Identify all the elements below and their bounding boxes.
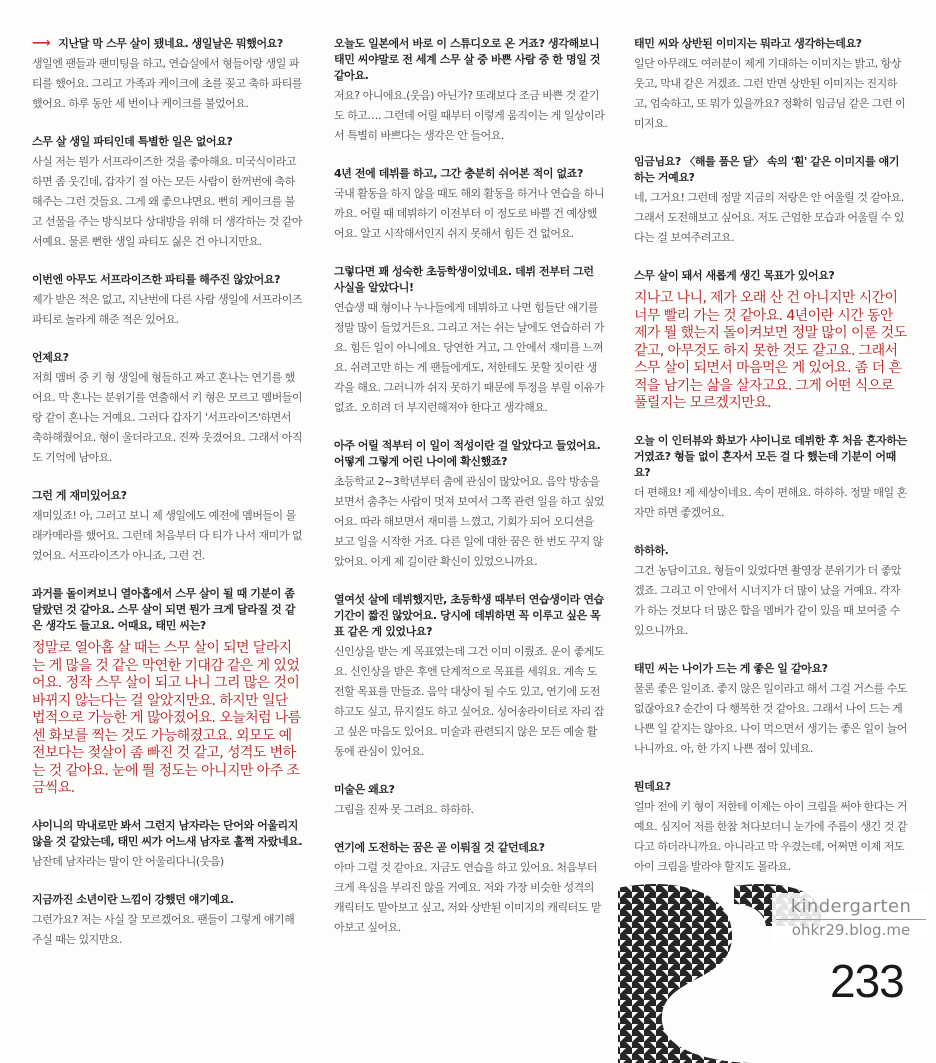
qa-block (32, 134, 304, 252)
qa-block (32, 488, 304, 566)
question (634, 661, 909, 677)
answer: 아마 그럴 것 같아요. 지금도 연습을 하고 있어요. 처음부터 크게 욕심을 부리진 않을 거예요. 저와 가장 비슷한 성격의 캐릭터도 맡아보고 싶고, 저와 상반된 이미지의 캐릭터도 맡아보고 싶어요. (334, 861, 601, 934)
question (32, 488, 304, 504)
qa-block (32, 272, 304, 330)
question-text: 스무 살 생일 파티인데 특별한 일은 없어요? (32, 135, 233, 148)
question (634, 154, 909, 186)
question (32, 892, 304, 908)
highlighted-answer: 지나고 나니, 제가 오래 산 건 아니지만 시간이 너무 빨리 가는 것 같아요. 4년이란 시간 동안 제가 뭘 했는지 돌이켜보면 정말 많이 이룬 것도 같고, 아무것도 하지 못한 것도 같고요. 그래서 스무 살이 되면서 마음먹은 게 있어요. 좀 더 흔적을 남기는 삶을 살자고요. 그게 어떤 식으로 풀릴지는 모르겠지만요. (634, 290, 907, 411)
answer: 그건 농담이고요. 형들이 있었다면 촬영장 분위기가 더 좋았겠죠. 그리고 이 안에서 시너지가 더 많이 났을 거예요. 각자가 하는 것보다 더 많은 합을 멤버가 같이 있을 때 보여줄 수 있으니까요. (634, 563, 901, 637)
question (634, 543, 909, 559)
question-text: 오늘도 일본에서 바로 이 스튜디오로 온 거죠? 생각해보니 태민 씨야말로 전 세계 스무 살 중 바쁜 사람 중 한 명일 것 같아요. (334, 37, 601, 82)
watermark-divider (776, 919, 926, 920)
question (634, 779, 909, 795)
qa-block (32, 818, 304, 872)
question (334, 166, 606, 182)
qa-block (32, 350, 304, 468)
qa-block (634, 36, 909, 134)
qa-block (634, 543, 909, 641)
answer: 일단 아무래도 여러분이 제게 기대하는 이미지는 밝고, 항상 웃고, 막내 같은 거겠죠. 그런 반면 상반된 이미지는 진지하고, 엄숙하고, 또 뭐가 있을까요? 정확히 임금님 같은 그런 이미지요. (634, 57, 906, 130)
question (334, 840, 606, 856)
question (32, 818, 304, 850)
question-text: 지금까진 소년이란 느낌이 강했던 얘기예요. (32, 892, 234, 906)
question-text: 태민 씨와 상반된 이미지는 뭐라고 생각하는데요? (634, 37, 862, 50)
column-3 (634, 36, 909, 897)
qa-block (634, 154, 909, 248)
qa-block (634, 433, 909, 523)
question-text: 과거를 돌이켜보니 열아홉에서 스무 살이 될 때 기분이 좀 달랐던 것 같아요. 스무 살이 되면 뭔가 크게 달라질 것 같은 생각도 들고요. 어때요, 태민 씨는? (32, 587, 296, 632)
answer: 생일엔 팬들과 팬미팅을 하고, 연습실에서 형들이랑 생일 파티를 했어요. 그리고 가족과 케이크에 초를 꽂고 축하 파티를 했어요. 하루 동안 세 번이나 케이크를 불었어요. (32, 57, 302, 110)
question (634, 433, 909, 481)
watermark-url: ohkr29.blog.me (791, 921, 911, 939)
question (334, 438, 606, 470)
answer: 그런가요? 저는 사실 잘 모르겠어요. 팬들이 그렇게 얘기해주실 때는 있지만요. (32, 912, 295, 946)
question-text: 연기에 도전하는 꿈은 곧 이뤄질 것 같던데요? (334, 841, 545, 854)
column-1 (32, 36, 304, 970)
question-text: 지난달 막 스무 살이 됐네요. 생일날은 뭐했어요? (58, 37, 283, 50)
answer: 연습생 때 형이나 누나들에게 데뷔하고 나면 힘들단 얘기를 정말 많이 들었거든요. 그리고 저는 쉬는 날에도 연습하러 가요. 힘든 일이 아니에요. 당연한 거고, 그 안에서 재미를 느껴요. 쉬려고만 하는 게 팬들에게도, 저한테도 못할 짓이란 생각을 해요. 그러니까 쉬지 못하기 때문에 투정을 부릴 이유가 없죠. 오히려 더 부지런해져야 한다고 생각해요. (334, 301, 604, 414)
watermark (772, 893, 930, 943)
question-text: 태민 씨는 나이가 드는 게 좋은 일 같아요? (634, 661, 828, 675)
question-text: 4년 전에 데뷔를 하고, 그간 충분히 쉬어본 적이 없죠? (334, 167, 583, 180)
question-text: 열여섯 살에 데뷔했지만, 초등학생 때부터 연습생이라 연습 기간이 짧진 않았어요. 당시에 데뷔하면 꼭 이루고 싶은 목표 같은 게 있었나요? (334, 593, 604, 638)
question-text: 하하하. (634, 543, 669, 557)
qa-block (334, 166, 606, 244)
question (334, 264, 606, 296)
question-text: 임금님요? 〈해를 품은 달〉 속의 '훤' 같은 이미지를 얘기하는 거예요? (634, 155, 900, 184)
arrow-right-icon: ⟶ (32, 36, 51, 51)
question (334, 36, 606, 84)
qa-block (32, 586, 304, 798)
qa-block (634, 779, 909, 877)
question-text: 뭔데요? (634, 779, 671, 793)
page-number: 233 (830, 955, 904, 1007)
question (32, 272, 304, 288)
answer: 남잔데 남자라는 말이 안 어울리다니(웃음) (32, 854, 224, 868)
question-text: 미술은 왜요? (334, 783, 395, 796)
answer: 사실 저는 뭔가 서프라이즈한 것을 좋아해요. 미국식이라고 하면 좀 웃긴데, 갑자기 절 아는 모든 사람이 한꺼번에 축하해주는 그런 것들요. 그게 왜 좋으냐면요. 뻔히 케이크를 불고 선물을 주는 방식보다 상대방을 위해 더 생각하는 것 같아서예요. 물론 뻔한 생일 파티도 싫은 건 아니지만요. (32, 155, 302, 248)
highlighted-answer: 정말로 열아홉 살 때는 스무 살이 되면 달라지는 게 많을 것 같은 막연한 기대감 같은 게 있었어요. 정작 스무 살이 되고 나니 그리 많은 것이 바뀌지 않는다는 걸 알았지만요. 하지만 일단 법적으로 가능한 게 많아졌어요. 오늘처럼 나름 센 화보를 찍는 것도 가능해졌고요. 외모도 예전보다는 젖살이 좀 빠진 것 같고, 성격도 변하는 것 같아요. 눈에 띌 정도는 아니지만 아주 조금씩요. (32, 640, 301, 796)
question (32, 36, 304, 52)
answer: 저요? 아니에요.(웃음) 아닌가? 또래보다 조금 바쁜 것 같기도 하고…. 그런데 어릴 때부터 이렇게 움직이는 게 일상이라서 특별히 바쁘다는 생각은 안 들어요. (334, 89, 605, 142)
question-text: 아주 어릴 적부터 이 일이 적성이란 걸 알았다고 들었어요. 어떻게 그렇게 어린 나이에 확신했죠? (334, 439, 601, 468)
qa-block (634, 661, 909, 759)
question (334, 592, 606, 640)
answer: 제가 받은 적은 없고, 지난번에 다른 사람 생일에 서프라이즈 파티로 놀라게 해준 적은 있어요. (32, 293, 302, 326)
answer: 얼마 전에 키 형이 저한테 이제는 아이 크림을 써야 한다는 거예요. 심지어 저를 한참 쳐다보더니 눈가에 주름이 생긴 것 같다고 하더라니까요. 아니라고 막 우겼는데, 어쩌면 이제 저도 아이 크림을 발라야 할지도 몰라요. (634, 799, 907, 873)
question (334, 782, 606, 798)
question (32, 134, 304, 150)
qa-block (334, 36, 606, 146)
answer: 국내 활동을 하지 않을 때도 해외 활동을 하거나 연습을 하니까요. 어릴 때 데뷔하기 이전부터 이 정도로 바쁠 건 예상했어요. 알고 시작해서인지 쉬지 못해서 힘든 건 없어요. (334, 187, 604, 240)
question-text: 샤이니의 막내로만 봐서 그런지 남자라는 단어와 어울리지 않을 것 같았는데, 태민 씨가 어느새 남자로 훌쩍 자랐네요. (32, 818, 303, 848)
answer: 그림을 진짜 못 그려요. 하하하. (334, 803, 474, 816)
question-text: 스무 살이 돼서 새롭게 생긴 목표가 있어요? (634, 269, 835, 282)
column-2 (334, 36, 606, 958)
qa-block (334, 782, 606, 820)
question (32, 586, 304, 634)
question-text: 그렇다면 꽤 성숙한 초등학생이었네요. 데뷔 전부터 그런 사실을 알았다니! (334, 265, 594, 294)
answer: 초등학교 2~3학년부터 춤에 관심이 많았어요. 음악 방송을 보면서 춤추는 사람이 멋져 보여서 그쪽 관련 일을 하고 싶었어요. 따라 해보면서 재미를 느꼈고, 기회가 되어 오디션을 보고 일을 시작한 거죠. 다른 일에 대한 꿈은 한 번도 꾸지 않았어요. 이게 제 길이란 확신이 있었으니까요. (334, 475, 604, 568)
qa-block (334, 592, 606, 762)
qa-block (634, 268, 909, 413)
answer: 재미있죠! 아, 그러고 보니 제 생일에도 예전에 멤버들이 몰래카메라를 했어요. 그런데 처음부터 다 티가 나서 재미가 없었어요. 서프라이즈가 아니죠, 그런 건. (32, 509, 302, 562)
answer: 저희 멤버 중 키 형 생일에 형들하고 짜고 혼나는 연기를 했어요. 막 혼나는 분위기를 연출해서 키 형은 모르고 멤버들이랑 같이 혼나는 거예요. 그러다 갑자기 '서프라이즈'하면서 축하해줬어요. 형이 울더라고요. 진짜 웃겼어요. 그래서 아직도 기억에 남아요. (32, 371, 302, 464)
answer: 더 편해요! 제 세상이네요. 속이 편해요. 하하하. 정말 매일 혼자만 하면 좋겠어요. (634, 485, 907, 519)
qa-block (334, 438, 606, 572)
question-text: 그런 게 재미있어요? (32, 489, 127, 502)
question-text: 이번엔 아무도 서프라이즈한 파티를 해주진 않았어요? (32, 273, 281, 286)
question (32, 350, 304, 366)
qa-block (334, 264, 606, 418)
watermark-title: kindergarten (790, 896, 912, 917)
qa-block (32, 36, 304, 114)
question (634, 268, 909, 284)
answer: 물론 좋은 일이죠. 좋지 않은 일이라고 해서 그걸 거스를 수도 없잖아요? 순간이 다 행복한 것 같아요. 그래서 나이 드는 게 나쁜 일 같지는 않아요. 나이 먹으면서 생기는 좋은 일이 늘어나니까요. 아, 한 가지 나쁜 점이 있네요. (634, 681, 907, 755)
question (634, 36, 909, 52)
question-text: 언제요? (32, 351, 69, 364)
answer: 신인상을 받는 게 목표였는데 그건 이미 이뤘죠. 운이 좋게도요. 신인상을 받은 후엔 단계적으로 목표를 세워요. 계속 도전할 목표를 만들죠. 음악 대상이 될 수도 있고, 연기에 도전하고도 싶고, 뮤지컬도 하고 싶어요. 싱어송라이터로 자리 잡고 싶은 마음도 있어요. 미술과 관련되지 않은 모든 예술 활동에 관심이 있어요. (334, 645, 604, 758)
qa-block (32, 892, 304, 950)
answer: 네, 그거요! 그런데 정말 지금의 저랑은 안 어울릴 것 같아요. 그래서 도전해보고 싶어요. 저도 근엄한 모습과 어울릴 수 있다는 걸 보여주려고요. (634, 191, 904, 244)
qa-block (334, 840, 606, 938)
question-text: 오늘 이 인터뷰와 화보가 샤이니로 데뷔한 후 처음 혼자하는 거였죠? 형들 없이 혼자서 모든 걸 다 했는데 기분이 어때요? (634, 433, 907, 479)
